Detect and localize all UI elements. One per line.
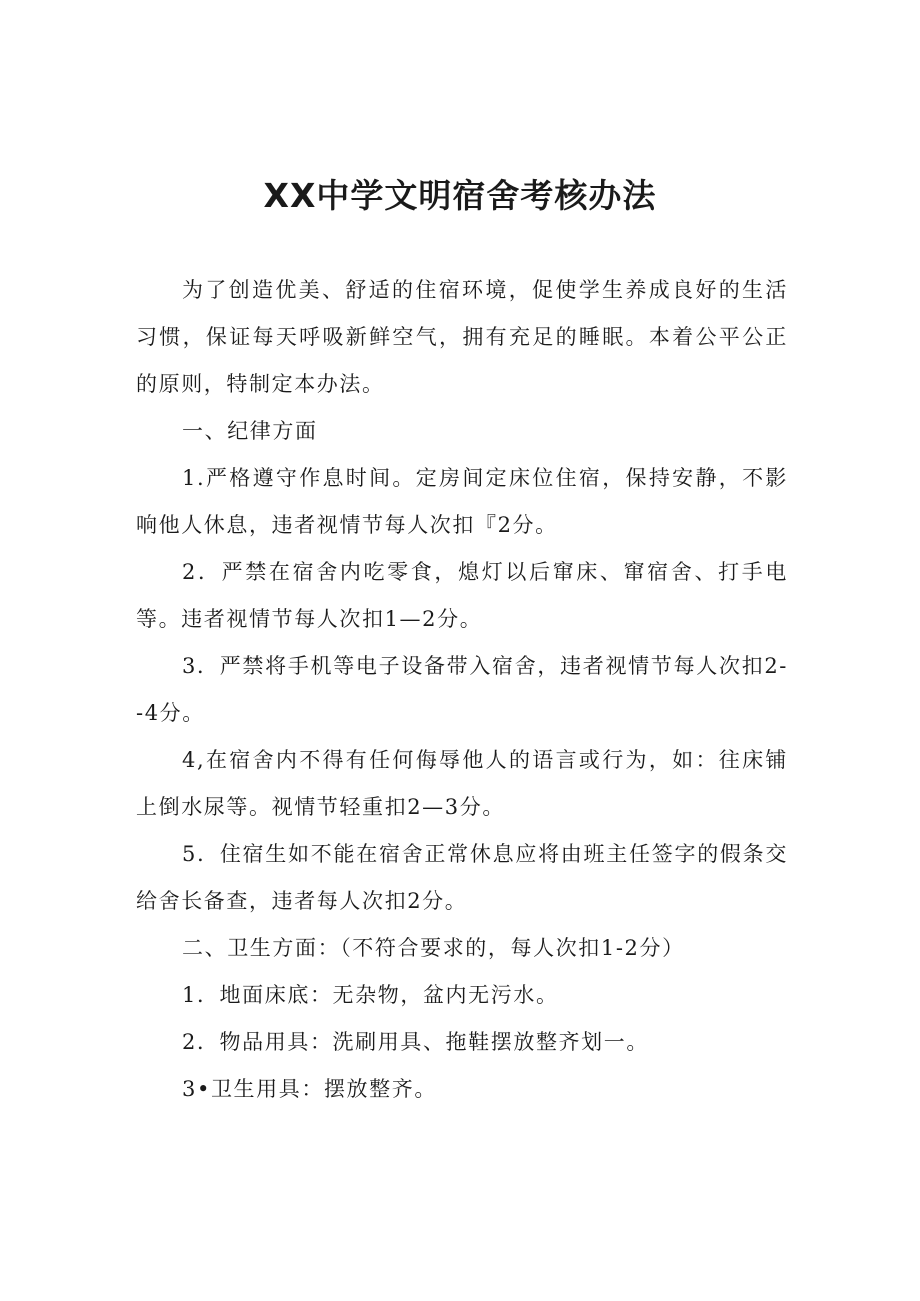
discipline-rule-5: 5．住宿生如不能在宿舍正常休息应将由班主任签字的假条交给舍长备查，违者每人次扣2分。 [136, 842, 788, 913]
discipline-rule-3: 3．严禁将手机等电子设备带入宿舍，违者视情节每人次扣2--4分。 [136, 654, 788, 725]
document-title: XX中学文明宿舍考核办法 [263, 176, 657, 215]
hygiene-rule-1: 1．地面床底：无杂物，盆内无污水。 [182, 983, 559, 1007]
discipline-rule-4: 4,在宿舍内不得有任何侮辱他人的语言或行为，如：往床铺上倒水尿等。视情节轻重扣2—3分。 [136, 748, 788, 819]
document-body [136, 267, 788, 1113]
section-heading-hygiene: 二、卫生方面：（不符合要求的，每人次扣1-2分） [182, 936, 685, 960]
section-heading-discipline: 一、纪律方面 [182, 419, 318, 443]
discipline-rule-2: 2．严禁在宿舍内吃零食，熄灯以后窜床、窜宿舍、打手电等。违者视情节每人次扣1—2分。 [136, 560, 788, 631]
hygiene-rule-3: 3•卫生用具：摆放整齐。 [182, 1077, 437, 1101]
hygiene-rule-2: 2．物品用具：洗刷用具、拖鞋摆放整齐划一。 [182, 1030, 649, 1054]
intro-paragraph: 为了创造优美、舒适的住宿环境，促使学生养成良好的生活习惯，保证每天呼吸新鲜空气，拥有充足的睡眠。本着公平公正的原则，特制定本办法。 [136, 278, 788, 396]
discipline-rule-1: 1.严格遵守作息时间。定房间定床位住宿，保持安静，不影响他人休息，违者视情节每人次扣『2分。 [136, 466, 788, 537]
